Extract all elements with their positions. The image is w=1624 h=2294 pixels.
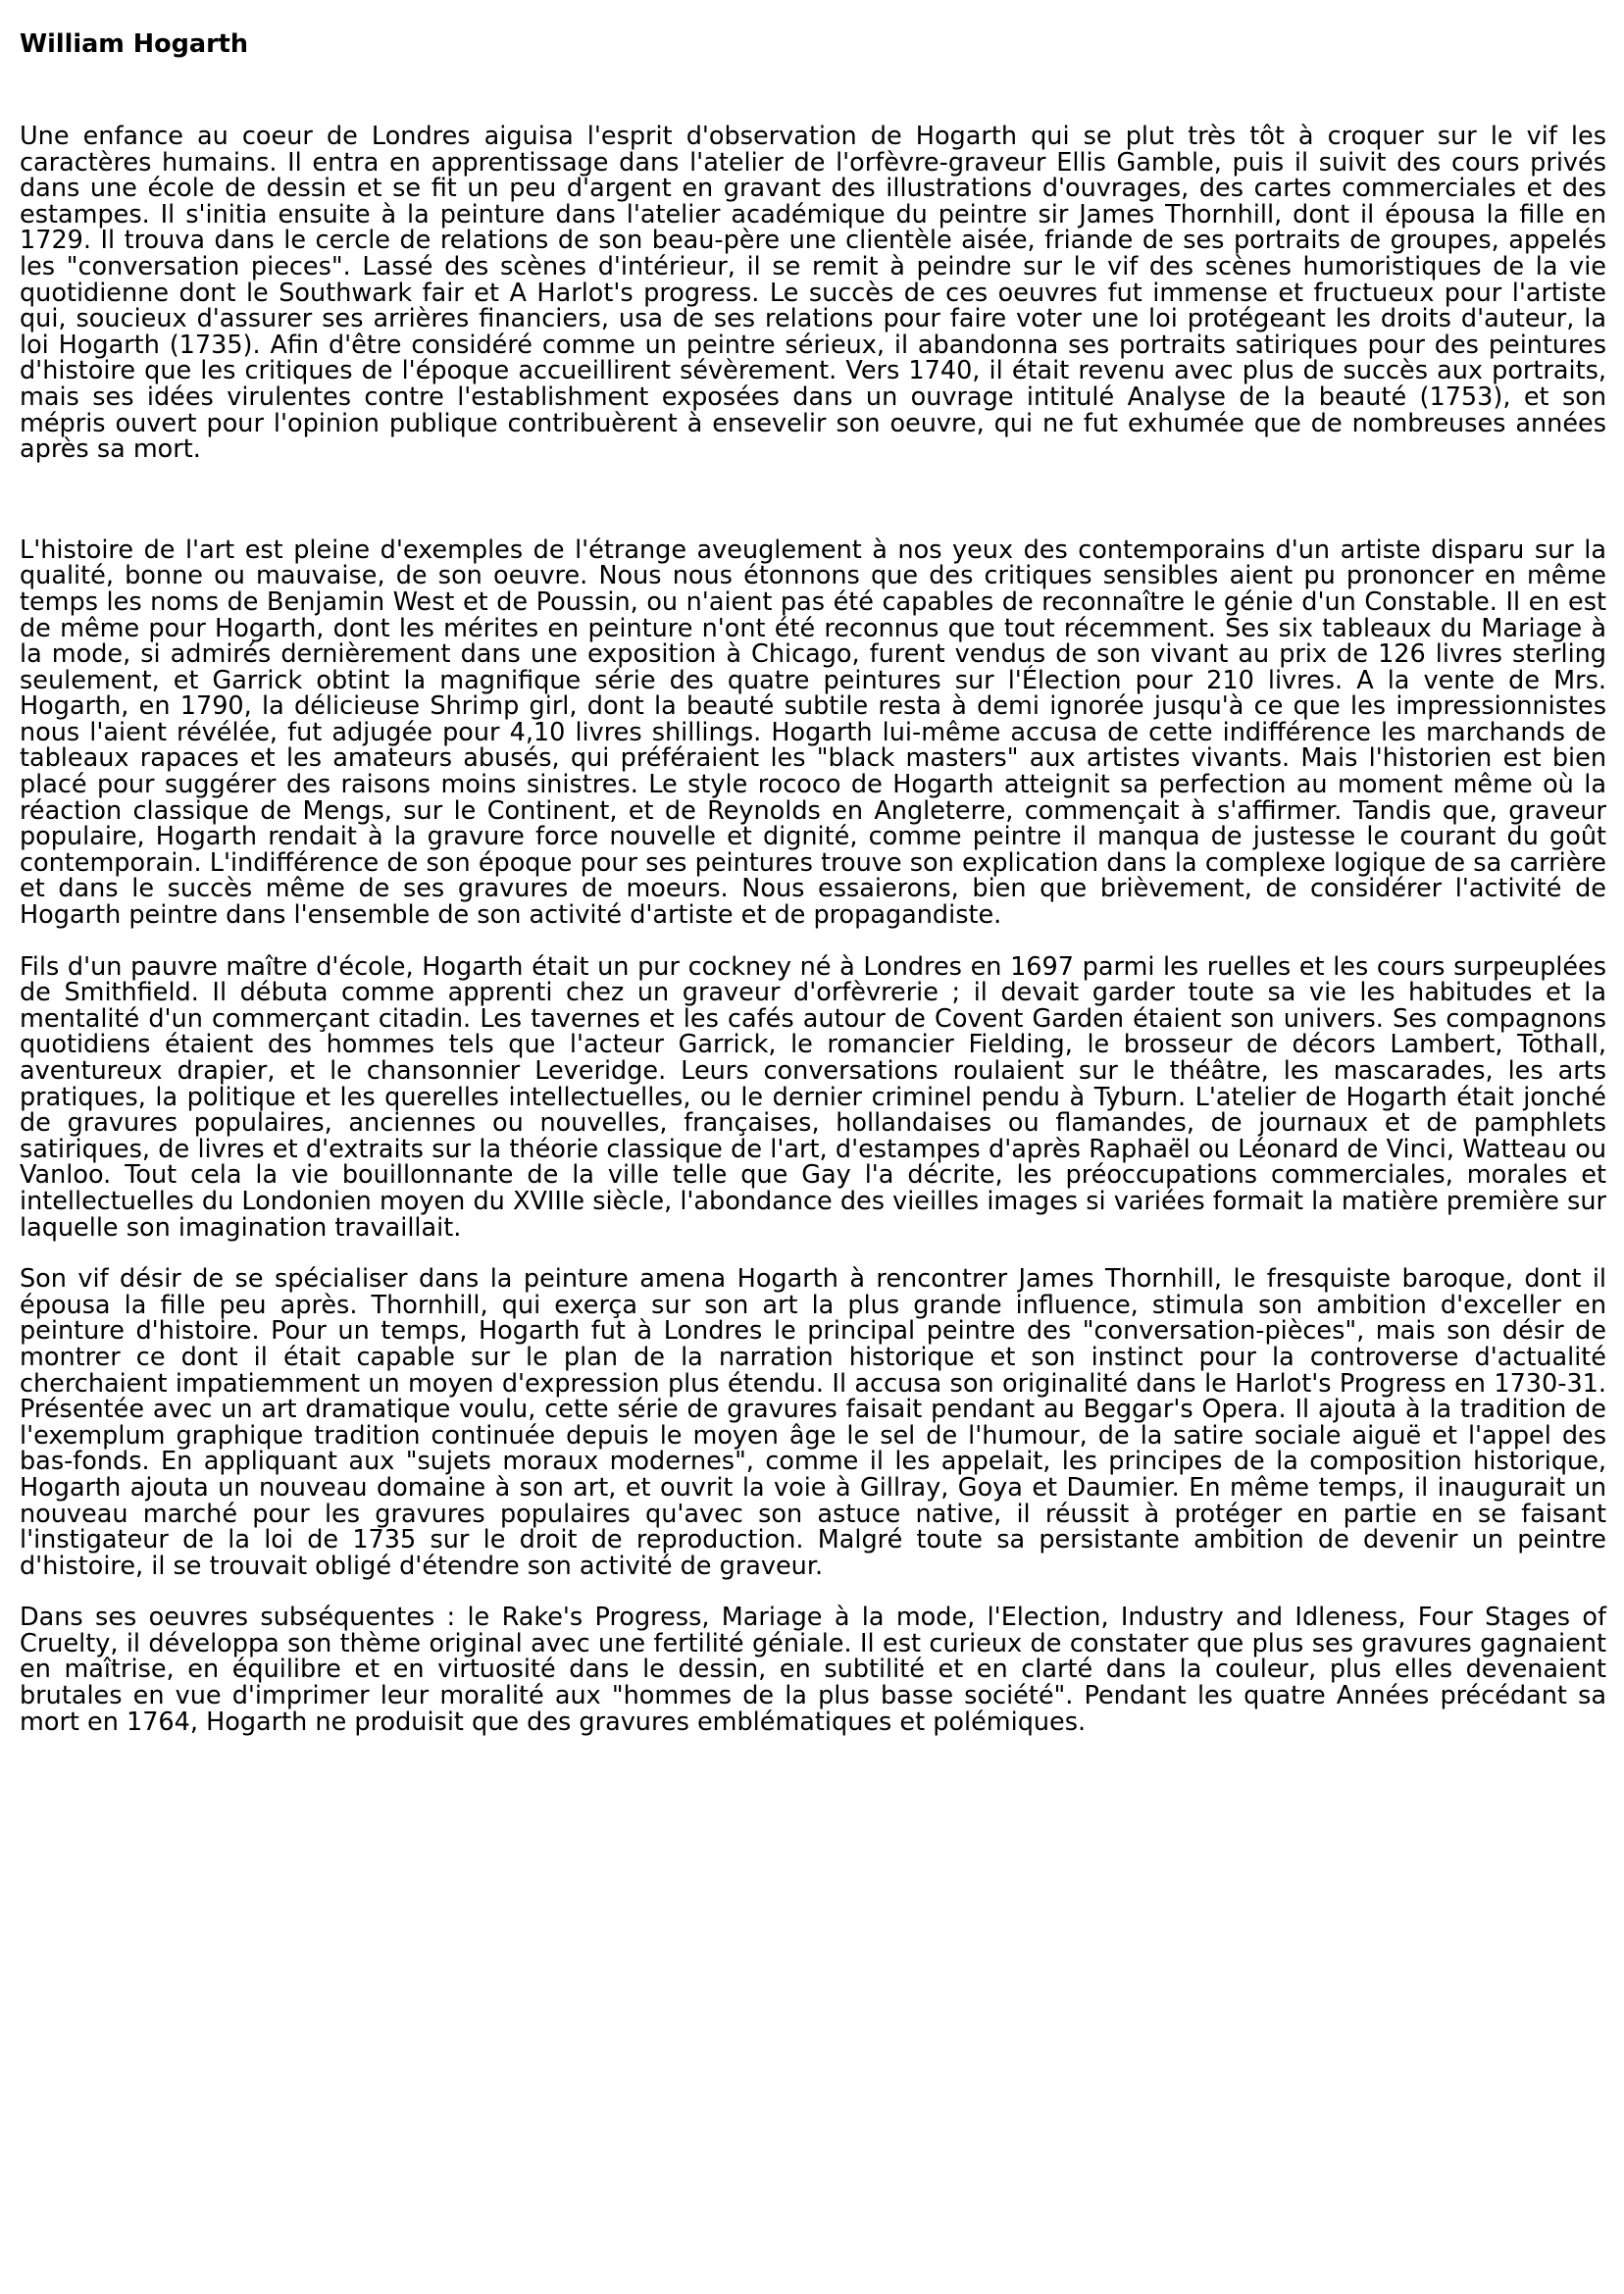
paragraph-thornhill-influence: Son vif désir de se spécialiser dans la peinture amena Hogarth à rencontrer James Thornhill, le fresquiste baroque, dont il épousa la fille peu après. Thornhill, qui exerça sur son art la plus grande influence, stimula son ambition d'exceller en peinture d'histoire. Pour un temps, Hogarth fut à Londres le principal peintre des "conversation-pièces", mais son désir de montrer ce dont il était capable sur le plan de la narration historique et son instinct pour la controverse d'actualité cherchaient impatiemment un moyen d'expression plus étendu. Il accusa son originalité dans le Harlot's Progress en 1730-31. Présentée avec un art dramatique voulu, cette série de gravures faisait pendant au Beggar's Opera. Il ajouta à la tradition de l'exemplum graphique tradition continuée depuis le moyen âge le sel de l'humour, de la satire sociale aiguë et l'appel des bas-fonds. En appliquant aux "sujets moraux modernes", comme il les appelait, les principes de la composition historique, Hogarth ajouta un nouveau domaine à son art, et ouvrit la voie à Gillray, Goya et Daumier. En même temps, il inaugurait un nouveau marché pour les gravures populaires qu'avec son astuce native, il réussit à protéger en partie en se faisant l'instigateur de la loi de 1735 sur le droit de reproduction. Malgré toute sa persistante ambition de devenir un peintre d'histoire, il se trouvait obligé d'étendre son activité de graveur. bbox=[20, 1264, 1606, 1581]
paragraph-art-history-reception: L'histoire de l'art est pleine d'exemples de l'étrange aveuglement à nos yeux des contemporains d'un artiste disparu sur la qualité, bonne ou mauvaise, de son oeuvre. Nous nous étonnons que des critiques sensibles aient pu prononcer en même temps les noms de Benjamin West et de Poussin, ou n'aient pas été capables de reconnaître le génie d'un Constable. Il en est de même pour Hogarth, dont les mérites en peinture n'ont été reconnus que tout récemment. Ses six tableaux du Mariage à la mode, si admirés dernièrement dans une exposition à Chicago, furent vendus de son vivant au prix de 126 livres sterling seulement, et Garrick obtint la magnifique série des quatre peintures sur l'Élection pour 210 livres. A la vente de Mrs. Hogarth, en 1790, la délicieuse Shrimp girl, dont la beauté subtile resta à demi ignorée jusqu'à ce que les impressionnistes nous l'aient révélée, fut adjugée pour 4,10 livres shillings. Hogarth lui-même accusa de cette indifférence les marchands de tableaux rapaces et les amateurs abusés, qui préféraient les "black masters" aux artistes vivants. Mais l'historien est bien placé pour suggérer des raisons moins sinistres. Le style rococo de Hogarth atteignit sa perfection au moment même où la réaction classique de Mengs, sur le Continent, et de Reynolds en Angleterre, commençait à s'affirmer. Tandis que, graveur populaire, Hogarth rendait à la gravure force nouvelle et dignité, comme peintre il manqua de justesse le courant du goût contemporain. L'indifférence de son époque pour ses peintures trouve son explication dans la complexe logique de sa carrière et dans le succès même de ses gravures de moeurs. Nous essaierons, bien que brièvement, de considérer l'activité de Hogarth peintre dans l'ensemble de son activité d'artiste et de propagandiste. bbox=[20, 535, 1606, 931]
paragraph-early-life: Fils d'un pauvre maître d'école, Hogarth était un pur cockney né à Londres en 1697 parmi les ruelles et les cours surpeuplées de Smithfield. Il débuta comme apprenti chez un graveur d'orfèvrerie ; il devait garder toute sa vie les habitudes et la mentalité d'un commerçant citadin. Les tavernes et les cafés autour de Covent Garden étaient son univers. Ses compagnons quotidiens étaient des hommes tels que l'acteur Garrick, le romancier Fielding, le brosseur de décors Lambert, Tothall, aventureux drapier, et le chansonnier Leveridge. Leurs conversations roulaient sur le théâtre, les mascarades, les arts pratiques, la politique et les querelles intellectuelles, ou le dernier criminel pendu à Tyburn. L'atelier de Hogarth était jonché de gravures populaires, anciennes ou nouvelles, françaises, hollandaises ou flamandes, de journaux et de pamphlets satiriques, de livres et d'extraits sur la théorie classique de l'art, d'estampes d'après Raphaël ou Léonard de Vinci, Watteau ou Vanloo. Tout cela la vie bouillonnante de la ville telle que Gay l'a décrite, les préoccupations commerciales, morales et intellectuelles du Londonien moyen du XVIIIe siècle, l'abondance des vieilles images si variées formait la matière première sur laquelle son imagination travaillait. bbox=[20, 951, 1606, 1243]
paragraph-later-works: Dans ses oeuvres subséquentes : le Rake's Progress, Mariage à la mode, l'Election, Industry and Idleness, Four Stages of Cruelty, il développa son thème original avec une fertilité géniale. Il est curieux de constater que plus ses gravures gagnaient en maîtrise, en équilibre et en virtuosité dans le dessin, en subtilité et en clarté dans la couleur, plus elles devenaient brutales en vue d'imprimer leur moralité aux "hommes de la plus basse société". Pendant les quatre Années précédant sa mort en 1764, Hogarth ne produisit que des gravures emblématiques et polémiques. bbox=[20, 1603, 1606, 1737]
document-title: William Hogarth bbox=[20, 29, 248, 59]
paragraph-biography-summary: Une enfance au coeur de Londres aiguisa l'esprit d'observation de Hogarth qui se plut très tôt à croquer sur le vif les caractères humains. Il entra en apprentissage dans l'atelier de l'orfèvre-graveur Ellis Gamble, puis il suivit des cours privés dans une école de dessin et se fit un peu d'argent en gravant des illustrations d'ouvrages, des cartes commerciales et des estampes. Il s'initia ensuite à la peinture dans l'atelier académique du peintre sir James Thornhill, dont il épousa la fille en 1729. Il trouva dans le cercle de relations de son beau-père une clientèle aisée, friande de ses portraits de groupes, appelés les "conversation pieces". Lassé des scènes d'intérieur, il se remit à peindre sur le vif des scènes humoristiques de la vie quotidienne dont le Southwark fair et A Harlot's progress. Le succès de ces oeuvres fut immense et fructueux pour l'artiste qui, soucieux d'assurer ses arrières financiers, usa de ses relations pour faire voter une loi protégeant les droits d'auteur, la loi Hogarth (1735). Afin d'être considéré comme un peintre sérieux, il abandonna ses portraits satiriques pour des peintures d'histoire que les critiques de l'époque accueillirent sévèrement. Vers 1740, il était revenu avec plus de succès aux portraits, mais ses idées virulentes contre l'establishment exposées dans un ouvrage intitulé Analyse de la beauté (1753), et son mépris ouvert pour l'opinion publique contribuèrent à ensevelir son oeuvre, qui ne fut exhumée que de nombreuses années après sa mort. bbox=[20, 122, 1606, 465]
document-page bbox=[20, 27, 1606, 1735]
